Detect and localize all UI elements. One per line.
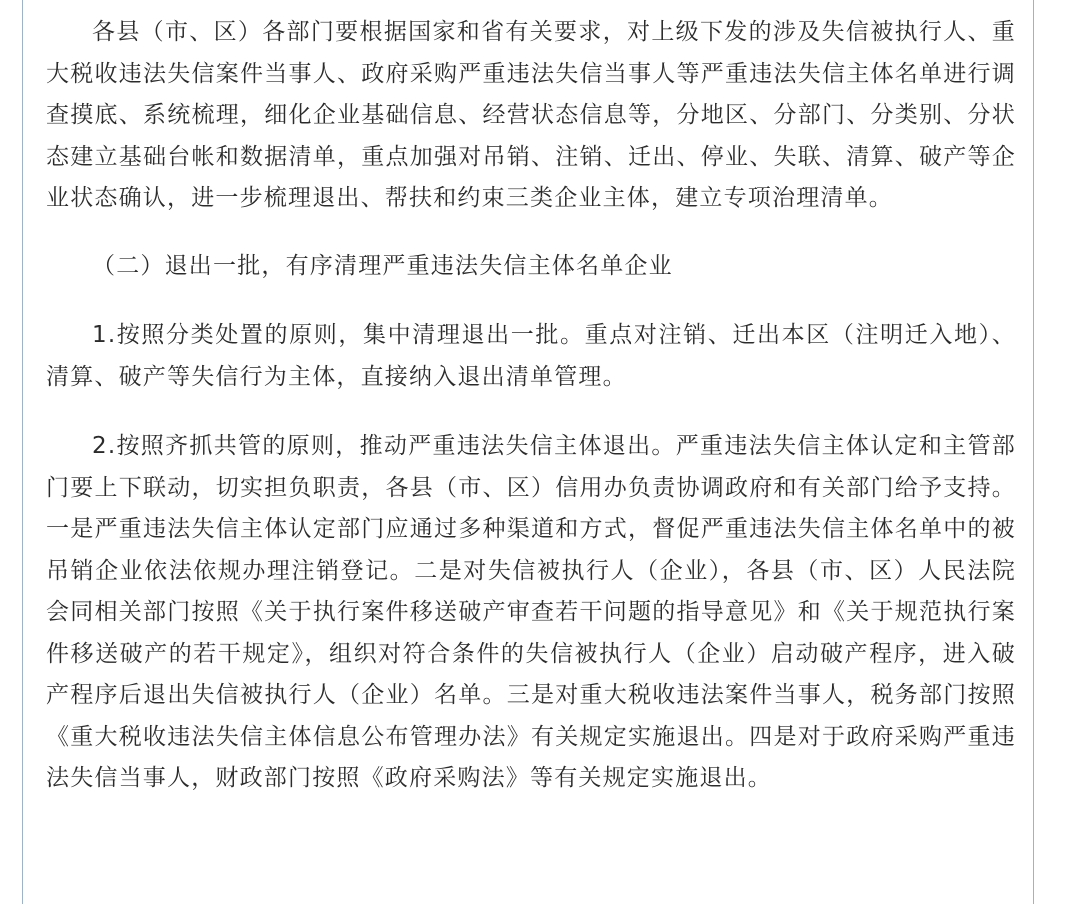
paragraph-item-2: 2.按照齐抓共管的原则，推动严重违法失信主体退出。严重违法失信主体认定和主管部门要上下联动，切实担负职责，各县（市、区）信用办负责协调政府和有关部门给予支持。一是严重违法失信主体认定部门应通过多种渠道和方式，督促严重违法失信主体名单中的被吊销企业依法依规办理注销登记。二是对失信被执行人（企业），各县（市、区）人民法院会同相关部门按照《关于执行案件移送破产审查若干问题的指导意见》和《关于规范执行案件移送破产的若干规定》，组织对符合条件的失信被执行人（企业）启动破产程序，进入破产程序后退出失信被执行人（企业）名单。三是对重大税收违法案件当事人，税务部门按照《重大税收违法失信主体信息公布管理办法》有关规定实施退出。四是对于政府采购严重违法失信当事人，财政部门按照《政府采购法》等有关规定实施退出。 xyxy=(46,433,1016,791)
paragraph-intro: 各县（市、区）各部门要根据国家和省有关要求，对上级下发的涉及失信被执行人、重大税收违法失信案件当事人、政府采购严重违法失信当事人等严重违法失信主体名单进行调查摸底、系统梳理，细化企业基础信息、经营状态信息等，分地区、分部门、分类别、分状态建立基础台帐和数据清单，重点加强对吊销、注销、迁出、停业、失联、清算、破产等企业状态确认，进一步梳理退出、帮扶和约束三类企业主体，建立专项治理清单。 xyxy=(46,19,1016,211)
section-heading: （二）退出一批，有序清理严重违法失信主体名单企业 xyxy=(92,252,673,279)
article-body xyxy=(46,0,1016,800)
paragraph-item-1: 1.按照分类处置的原则，集中清理退出一批。重点对注销、迁出本区（注明迁入地）、清算、破产等失信行为主体，直接纳入退出清单管理。 xyxy=(46,322,1016,390)
